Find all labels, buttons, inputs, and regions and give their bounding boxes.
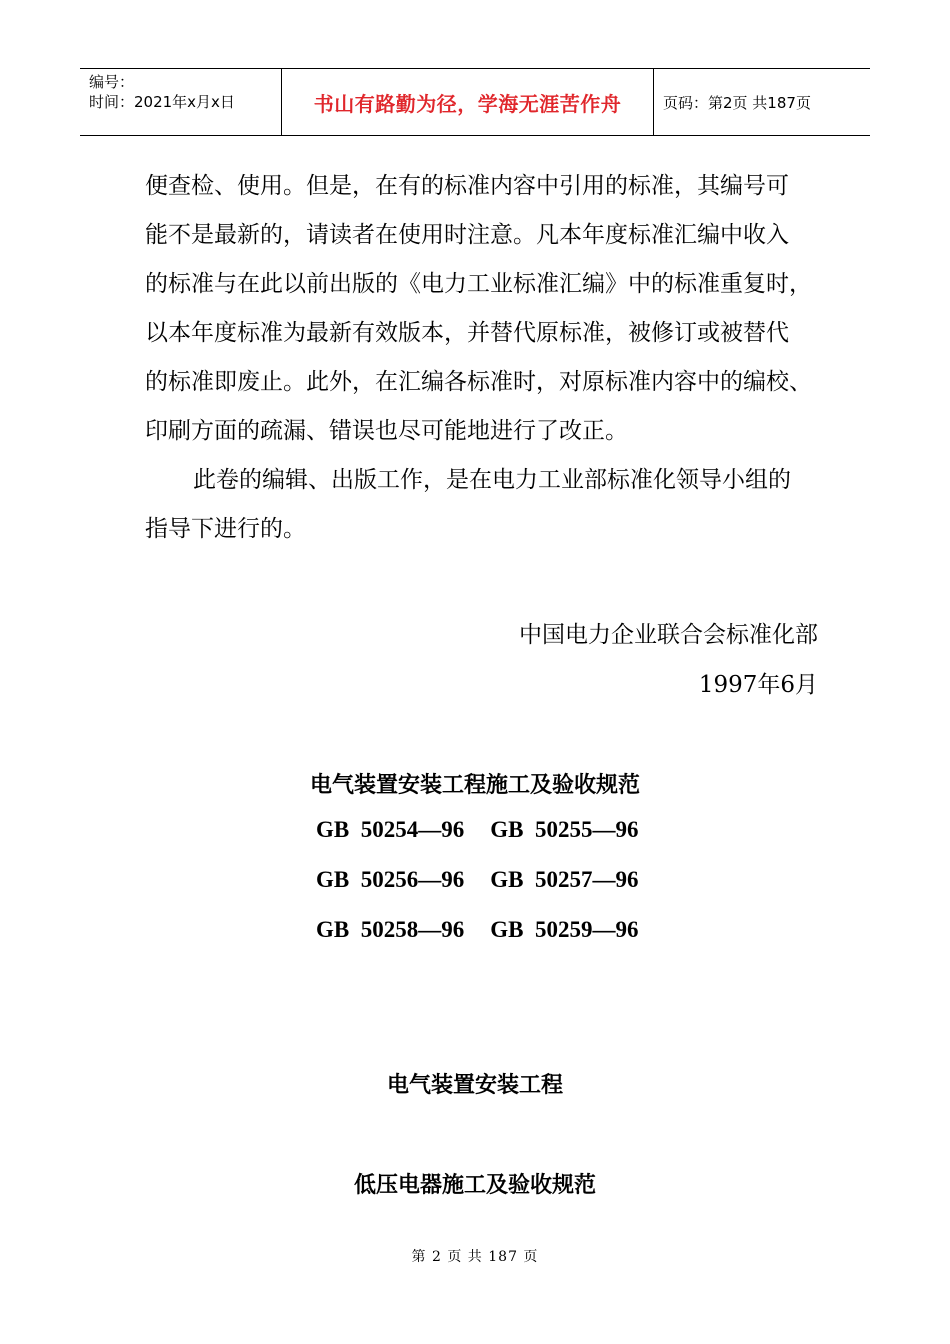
body-line: 此卷的编辑、出版工作，是在电力工业部标准化领导小组的 [193,467,791,493]
standard-code: GB 50254—96 [316,817,465,842]
document-number-label: 编号： [89,73,135,91]
body-line: 以本年度标准为最新有效版本，并替代原标准，被修订或被替代 [145,320,789,346]
standard-code: GB 50258—96 [316,917,465,942]
document-time-label: 时间：2021年x月x日 [89,93,235,111]
body-line: 便查检、使用。但是，在有的标准内容中引用的标准，其编号可 [145,173,789,199]
header-motto: 书山有路勤为径，学海无涯苦作舟 [281,69,654,135]
signature-date: 1997年6月 [698,672,818,698]
standards-row [316,817,638,843]
section-title: 电气装置安装工程施工及验收规范 [309,773,640,798]
subtitle-low-voltage: 低压电器施工及验收规范 [353,1173,596,1198]
standard-code: GB 50255—96 [490,817,639,842]
standards-row [316,917,638,943]
body-line: 的标准即废止。此外，在汇编各标准时，对原标准内容中的编校、 [145,369,812,395]
standards-row [316,867,638,893]
body-line: 的标准与在此以前出版的《电力工业标准汇编》中的标准重复时， [145,271,812,297]
page-header [80,68,870,136]
standard-code: GB 50259—96 [490,917,639,942]
standard-code: GB 50257—96 [490,867,639,892]
signature-org: 中国电力企业联合会标准化部 [519,622,818,648]
page-footer: 第 2 页 共 187 页 [411,1249,539,1265]
body-line: 指导下进行的。 [145,516,306,542]
body-line: 能不是最新的，请读者在使用时注意。凡本年度标准汇编中收入 [145,222,789,248]
standard-code: GB 50256—96 [316,867,465,892]
subtitle-installation: 电气装置安装工程 [386,1073,563,1098]
body-text [145,162,835,554]
header-page-info: 页码：第2页 共187页 [663,93,811,112]
header-meta [80,69,281,135]
body-line: 印刷方面的疏漏、错误也尽可能地进行了改正。 [145,418,628,444]
